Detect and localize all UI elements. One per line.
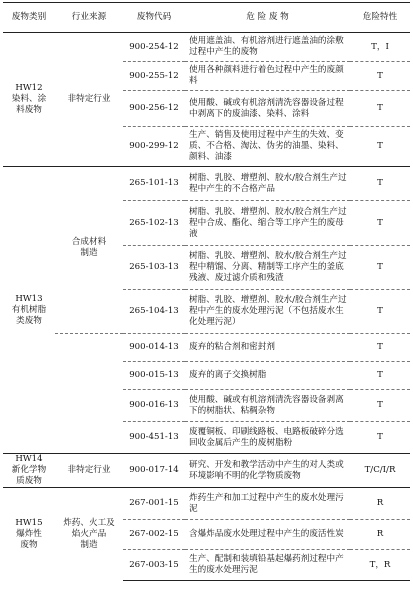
hazardous-waste-table xyxy=(3,2,410,581)
waste-code-cell: 265-104-13 xyxy=(123,290,185,334)
waste-description-cell: 树脂、乳胶、增塑剂、胶水/胶合剂生产过程中合成、酯化、缩合等工序产生的废母液 xyxy=(185,201,350,246)
table-row xyxy=(3,454,410,488)
waste-code-cell: 900-014-13 xyxy=(123,334,185,362)
hazardous-waste-table-container xyxy=(3,2,410,592)
industry-source-cell: 非特定行业 xyxy=(55,33,123,167)
waste-code-cell: 267-003-15 xyxy=(123,550,185,581)
table-row xyxy=(3,488,410,520)
hazard-property-cell: T xyxy=(350,334,410,362)
waste-code-cell: 267-002-15 xyxy=(123,520,185,550)
hazard-property-cell: T xyxy=(350,246,410,290)
header-category: 废物类别 xyxy=(3,3,55,33)
waste-description-cell: 使用遮盖油、有机溶剂进行遮盖油的涂敷过程中产生的废物 xyxy=(185,33,350,62)
waste-description-cell: 使用各种颜料进行着色过程中产生的废颜料 xyxy=(185,62,350,91)
hazard-property-cell: R xyxy=(350,488,410,520)
waste-code-cell: 900-256-12 xyxy=(123,91,185,127)
industry-source-cell: 合成材料 制造 xyxy=(55,167,123,334)
waste-description-cell: 含爆炸品废水处理过程中产生的废活性炭 xyxy=(185,520,350,550)
waste-code-cell: 900-255-12 xyxy=(123,62,185,91)
hazard-property-cell: T xyxy=(350,91,410,127)
hazard-property-cell: T xyxy=(350,127,410,167)
hazard-property-cell: T xyxy=(350,201,410,246)
hazard-property-cell: T xyxy=(350,167,410,201)
header-code: 废物代码 xyxy=(123,3,185,33)
hazard-property-cell: T xyxy=(350,362,410,390)
hazard-property-cell: T xyxy=(350,62,410,91)
hazard-property-cell: T xyxy=(350,422,410,454)
waste-description-cell: 炸药生产和加工过程中产生的废水处理污泥 xyxy=(185,488,350,520)
waste-code-cell: 900-017-14 xyxy=(123,454,185,488)
header-waste: 危 险 废 物 xyxy=(185,3,350,33)
waste-description-cell: 生产、配制和装填铅基起爆药剂过程中产生的废水处理污泥 xyxy=(185,550,350,581)
hazard-property-cell: T，R xyxy=(350,550,410,581)
waste-code-cell: 900-299-12 xyxy=(123,127,185,167)
waste-description-cell: 废弃的离子交换树脂 xyxy=(185,362,350,390)
waste-code-cell: 900-451-13 xyxy=(123,422,185,454)
industry-source-cell: 非特定行业 xyxy=(55,454,123,488)
waste-code-cell: 265-102-13 xyxy=(123,201,185,246)
header-property: 危险特性 xyxy=(350,3,410,33)
waste-code-cell: 900-016-13 xyxy=(123,390,185,422)
waste-description-cell: 使用酸、碱或有机溶剂清洗容器设备剥离下的树脂状、粘稠杂物 xyxy=(185,390,350,422)
table-body xyxy=(3,33,410,581)
waste-code-cell: 900-015-13 xyxy=(123,362,185,390)
waste-description-cell: 使用酸、碱或有机溶剂清洗容器设备过程中剥离下的废油漆、染料、涂料 xyxy=(185,91,350,127)
table-row xyxy=(3,334,410,362)
header-row xyxy=(3,3,410,33)
waste-description-cell: 生产、销售及使用过程中产生的失效、变质、不合格、淘汰、伪劣的油墨、染料、颜料、油漆 xyxy=(185,127,350,167)
hazard-property-cell: T，I xyxy=(350,33,410,62)
waste-code-cell: 265-101-13 xyxy=(123,167,185,201)
waste-category-cell: HW12 染料、涂 料废物 xyxy=(3,33,55,167)
waste-category-cell: HW14 新化学物 质废物 xyxy=(3,454,55,488)
waste-description-cell: 研究、开发和教学活动中产生的对人类或环境影响不明的化学物质废物 xyxy=(185,454,350,488)
header-source: 行业来源 xyxy=(55,3,123,33)
waste-description-cell: 废弃的粘合剂和密封剂 xyxy=(185,334,350,362)
hazard-property-cell: T/C/I/R xyxy=(350,454,410,488)
industry-source-cell: 炸药、火工及 焰火产品 制造 xyxy=(55,488,123,581)
industry-source-cell xyxy=(55,334,123,454)
waste-category-cell: HW13 有机树脂 类废物 xyxy=(3,167,55,454)
table-row xyxy=(3,33,410,62)
waste-category-cell: HW15 爆炸性 废物 xyxy=(3,488,55,581)
hazard-property-cell: T xyxy=(350,390,410,422)
waste-code-cell: 900-254-12 xyxy=(123,33,185,62)
waste-description-cell: 树脂、乳胶、增塑剂、胶水/胶合剂生产过程中精馏、分离、精制等工序产生的釜底残液、废过滤介质和残渣 xyxy=(185,246,350,290)
waste-description-cell: 废覆铜板、印刷线路板、电路板破碎分选回收金属后产生的废树脂粉 xyxy=(185,422,350,454)
waste-description-cell: 树脂、乳胶、增塑剂、胶水/胶合剂生产过程中产生的废水处理污泥（不包括废水生化处理污泥） xyxy=(185,290,350,334)
waste-code-cell: 265-103-13 xyxy=(123,246,185,290)
waste-code-cell: 267-001-15 xyxy=(123,488,185,520)
hazard-property-cell: R xyxy=(350,520,410,550)
table-row xyxy=(3,167,410,201)
hazard-property-cell: T xyxy=(350,290,410,334)
waste-description-cell: 树脂、乳胶、增塑剂、胶水/胶合剂生产过程中产生的不合格产品 xyxy=(185,167,350,201)
